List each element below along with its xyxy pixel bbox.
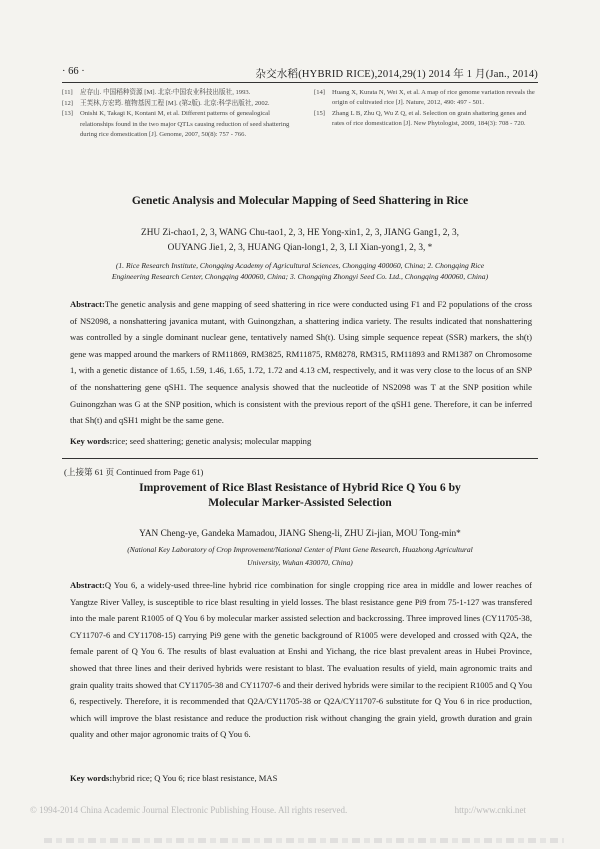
journal-info: 杂交水稻(HYBRID RICE),2014,29(1) 2014 年 1 月(Jan., 2014) <box>255 69 538 80</box>
page-number: · 66 · <box>62 66 85 77</box>
abstract <box>70 296 532 429</box>
author-line: OUYANG Jie1, 2, 3, HUANG Qian-long1, 2, 3, LI Xian-yong1, 2, 3, * <box>167 243 433 253</box>
author-line: YAN Cheng-ye, Gandeka Mamadou, JIANG Sheng-li, ZHU Zi-jian, MOU Tong-min* <box>139 529 461 539</box>
continuation-note: (上接第 61 页 Continued from Page 61) <box>64 467 204 477</box>
affiliation-line: University, Wuhan 430070, China) <box>247 558 353 567</box>
keywords-text: rice; seed shattering; genetic analysis; molecular mapping <box>112 436 312 446</box>
reference-item: [12] 王芙林,方宏筠. 植物基因工程 [M]. (第2版). 北京:科学出版社, 2002. <box>62 99 270 107</box>
abstract-label: Abstract: <box>70 299 105 309</box>
abstract-text: Q You 6, a widely-used three-line hybrid rice combination for single cropping rice area in middle and lower reaches of Yangtze River Valley, is susceptible to rice blast resulting in yield losses. The blast resistance gene Pi9 from 75-1-127 was transfered into the male parent R1005 of Q You 6 by molecular marker assisted selection and backcrossing. Three improved lines (CY11705-38, CY11707-6 and CY11708-15) carrying Pi9 gene with the genetic background of R1005 were developed and crossed with Q2A, the female parent of Q You 6. The results of blast evaluation at Enshi and Yichang, the rice blast prevalent areas in Hubei Province, showed that three lines and their derived hybrids were resistant to blast. The evaluation results of yield, main agronomic traits and grain quality traits showed that CY11705-38 and CY11707-6 and their derived hybrids were similar to the recipient R1005 and Q You 6, respectively. Therefore, it is recommended that Q2A/CY11705-38 or Q2A/CY11707-6 substitute for Q You 6 in rice production, which will improve the blast resistance and reduce the production risk without changing the grain yield, growth duration and grain quality and other major agronomic traits of Q You 6. <box>70 580 532 740</box>
keywords <box>70 773 532 783</box>
reference-item: [15] Zhang L B, Zhu Q, Wu Z Q, et al. Selection on grain shattering genes and rates of rice domestication [J]. New Phytologist, 2009, 184(3): 708 - 720. <box>314 109 527 128</box>
affiliation-line: Engineering Research Center, Chongqing 400060, China; 3. Chongqing Zhongyi Seed Co. Ltd., Chongqing 400060, China) <box>111 272 489 281</box>
keywords <box>70 436 532 446</box>
reference-item: [11] 应存山. 中国稻种资源 [M]. 北京:中国农业科技出版社, 1993. <box>62 89 251 96</box>
running-head <box>62 64 538 83</box>
abstract <box>70 577 532 743</box>
footer-url: http://www.cnki.net <box>454 805 526 815</box>
keywords-label: Key words: <box>70 773 113 783</box>
article-title: Improvement of Rice Blast Resistance of Hybrid Rice Q You 6 by Molecular Marker-Assisted Selection <box>139 481 461 509</box>
scan-artifact <box>44 838 564 843</box>
section-divider <box>62 458 538 459</box>
author-line: ZHU Zi-chao1, 2, 3, WANG Chu-tao1, 2, 3, HE Yong-xin1, 2, 3, JIANG Gang1, 2, 3, <box>141 228 459 238</box>
keywords-text: hybrid rice; Q You 6; rice blast resistance, MAS <box>112 773 278 783</box>
reference-item: [13] Onishi K, Takagi K, Kontani M, et al. Different patterns of genealogical relationships found in the two major QTLs causing reduction of seed shattering during rice domestication [J]. Genome, 2007, 50(8): 757 - 766. <box>62 110 290 138</box>
article-title: Genetic Analysis and Molecular Mapping of Seed Shattering in Rice <box>131 194 469 207</box>
keywords-label: Key words: <box>70 436 113 446</box>
affiliation-line: (1. Rice Research Institute, Chongqing Academy of Agricultural Sciences, Chongqing 400060, China; 2. Chongqing Rice <box>115 261 485 270</box>
abstract-label: Abstract: <box>70 580 105 590</box>
copyright-notice: © 1994-2014 China Academic Journal Electronic Publishing House. All rights reserved. <box>30 805 348 815</box>
abstract-text: The genetic analysis and gene mapping of seed shattering in rice were conducted using F1 and F2 populations of the cross of NS2098, a nonshattering javanica mutant, with Guinongzhan, a shattering indica variety. The results indicated that nonshattering was controlled by a single dominant nuclear gene, tentatively named Sh(t). Using simple sequence repeat (SSR) markers, the sh(t) gene was mapped around the markers of RM11869, RM3825, RM11875, RM8278, RM315, RM11893 and RM1387 on Chromosome 1, with a genetic distance of 1.65, 1.59, 1.46, 1.65, 1.72, 1.72 and 4.13 cM, respectively, and it was very close to the locus of an SNP of the nonshattering gene qSH1. The sequence analysis showed that the nucleotide of NS2098 was T at the SNP position while Guinongzhan was G at the SNP position, which is consistent with the previous report of the qSH1 gene. Therefore, it can be inferred that Sh(t) and qSH1 might be the same gene. <box>70 299 532 426</box>
reference-item: [14] Huang X, Kurata N, Wei X, et al. A map of rice genome variation reveals the origin of cultivated rice [J]. Nature, 2012, 490: 497 - 501. <box>314 89 535 107</box>
affiliation-line: (National Key Laboratory of Crop Improvement/National Center of Plant Gene Research, Huazhong Agricultural <box>127 545 473 554</box>
